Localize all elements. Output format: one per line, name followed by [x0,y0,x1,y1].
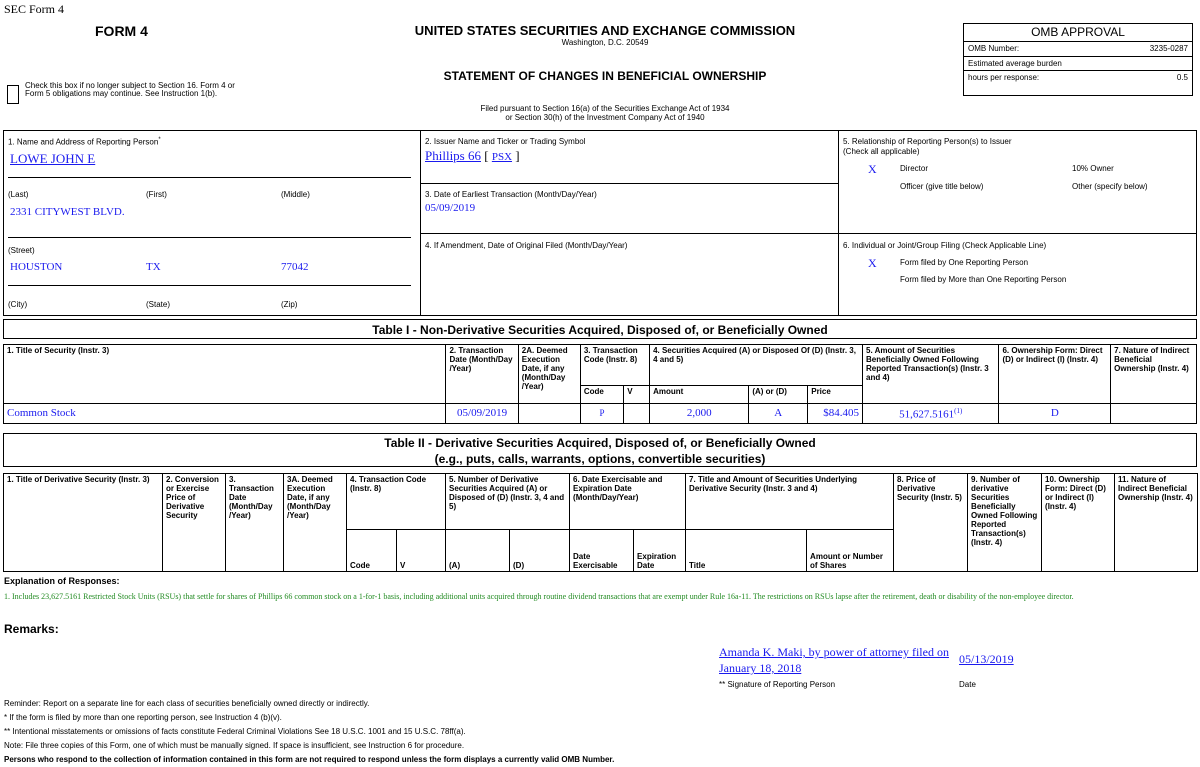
section16-checkbox-label: Check this box if no longer subject to Section 16. Form 4 or Form 5 obligations may continue. See Instruction 1(b). [25,81,235,98]
t1-sub-amount: Amount [650,386,749,404]
reporting-info-grid [3,130,1197,316]
t1-form: D [999,404,1111,424]
one-person-check[interactable]: X [868,256,877,270]
t2-col-number: 5. Number of Derivative Securities Acquired (A) or Disposed of (D) (Instr. 3, 4 and 5) [446,474,570,530]
city-value: HOUSTON [10,261,63,273]
signature-date: 05/13/2019 [959,652,1014,666]
t2-col-date: 3. Transaction Date (Month/Day /Year) [226,474,284,572]
t2-sub-date-exercisable: Date Exercisable [570,530,634,572]
state-value: TX [146,261,161,273]
t1-owned: 51,627.5161$^{(1)}$ [863,404,999,424]
footer-note-copies: Note: File three copies of this Form, one of which must be manually signed. If space is insufficient, see Instruction 6 for procedure. [4,741,465,750]
zip-value: 77042 [281,261,309,273]
table2-title-line-1: Table II - Derivative Securities Acquired, Disposed of, or Beneficially Owned [384,436,816,450]
signature-label: ** Signature of Reporting Person [719,680,836,689]
footer-persons: Persons who respond to the collection of information contained in this form are not required to respond unless the form displays a currently valid OMB Number. [4,755,615,764]
agency-name: UNITED STATES SECURITIES AND EXCHANGE COMMISSION [414,23,796,38]
t2-sub-title: Title [686,530,807,572]
one-person-label: Form filed by One Reporting Person [900,258,1029,267]
issuer-label: 2. Issuer Name and Ticker or Trading Symbol [425,137,586,146]
t2-sub-amount-shares: Amount or Number of Shares [807,530,894,572]
t2-col-code: 4. Transaction Code (Instr. 8) [347,474,446,530]
footer-note-star: * If the form is filed by more than one reporting person, see Instruction 4 (b)(v). [4,713,282,722]
footer-reminder: Reminder: Report on a separate line for each class of securities beneficially owned directly or indirectly. [4,699,370,708]
footer-notes [4,697,614,767]
t1-code: P [580,404,623,424]
t1-sub-price: Price [808,386,863,404]
omb-hours-label: hours per response: [968,73,1040,82]
t1-col-deemed: 2A. Deemed Execution Date, if any (Month/Day /Year) [518,345,580,404]
statement-title: STATEMENT OF CHANGES IN BENEFICIAL OWNERSHIP [443,69,767,83]
street-value: 2331 CITYWEST BLVD. [10,206,125,218]
director-check[interactable]: X [868,162,877,176]
issuer-ticker-link[interactable]: PSX [491,151,513,163]
signature-name[interactable]: Amanda K. Maki, by power of attorney filed on January 18, 2018 [719,645,949,675]
multi-person-label: Form filed by More than One Reporting Person [900,275,1067,284]
t2-sub-d: (D) [510,530,570,572]
table1 [3,344,1197,424]
last-name-label: (Last) [8,190,29,199]
footnote-1: 1. Includes 23,627.5161 Restricted Stock Units (RSUs) that settle for shares of Phillips 66 common stock on a 1-for-1 basis, including additional units acquired through routine dividend transactions that are exempt under Rule 16a-11. The restrictions on RSUs lapse after the retirement, death or disability of the non-employee director. [4,592,1074,601]
t1-a-or-d: A [749,404,808,424]
t1-sub-a-or-d: (A) or (D) [749,386,808,404]
amendment-label: 4. If Amendment, Date of Original Filed (Month/Day/Year) [425,241,628,250]
omb-number-value: 3235-0287 [1149,44,1188,53]
t1-sub-v: V [624,386,650,404]
agency-block [330,23,880,47]
t1-amount: 2,000 [650,404,749,424]
t2-sub-code: Code [347,530,397,572]
t2-col-conversion: 2. Conversion or Exercise Price of Derivative Security [163,474,226,572]
city-label: (City) [8,300,28,309]
t1-date: 05/09/2019 [446,404,518,424]
section16-checkbox[interactable] [7,85,19,104]
other-label: Other (specify below) [1072,182,1148,191]
omb-number-label: OMB Number: [968,44,1020,53]
remarks-heading: Remarks: [4,622,59,636]
footer-note-double-star: ** Intentional misstatements or omissions of facts constitute Federal Criminal Violations See 18 U.S.C. 1001 and 15 U.S.C. 78ff(a). [4,727,466,736]
earliest-date-value: 05/09/2019 [425,202,476,214]
officer-label: Officer (give title below) [900,182,984,191]
t2-col-deemed: 3A. Deemed Execution Date, if any (Month/Day /Year) [284,474,347,572]
t1-v [624,404,650,424]
t1-security: Common Stock [4,404,446,424]
agency-location: Washington, D.C. 20549 [561,38,649,47]
t2-col-price: 8. Price of Derivative Security (Instr. 5) [894,474,968,572]
omb-hours-row [964,71,1192,85]
t2-col-title: 1. Title of Derivative Security (Instr. 3) [4,474,163,572]
t2-sub-a: (A) [446,530,510,572]
relationship-label: 5. Relationship of Reporting Person(s) to Issuer (Check all applicable) [843,137,1012,156]
t2-sub-expiration: Expiration Date [634,530,686,572]
filed-pursuant-line-1: Filed pursuant to Section 16(a) of the Securities Exchange Act of 1934 [480,104,730,113]
street-label: (Street) [8,246,35,255]
t2-col-underlying: 7. Title and Amount of Securities Underlying Derivative Security (Instr. 3 and 4) [686,474,894,530]
explanation-heading: Explanation of Responses: [4,576,120,586]
t2-col-exercisable: 6. Date Exercisable and Expiration Date (Month/Day/Year) [570,474,686,530]
t1-col-form: 6. Ownership Form: Direct (D) or Indirect (I) (Instr. 4) [999,345,1111,404]
t1-deemed [518,404,580,424]
omb-approval-title: OMB APPROVAL [964,24,1192,42]
t2-col-owned: 9. Number of derivative Securities Beneficially Owned Following Reported Transaction(s) (Instr. 4) [968,474,1042,572]
table-row [4,404,1197,424]
omb-approval-box [963,23,1193,96]
issuer-name-line: Phillips 66 [ PSX ] [425,148,520,163]
director-label: Director [900,164,929,173]
earliest-date-label: 3. Date of Earliest Transaction (Month/Day/Year) [425,190,597,199]
table2-title [3,433,1197,467]
t2-col-nature: 11. Nature of Indirect Beneficial Ownership (Instr. 4) [1115,474,1198,572]
reporting-person-label: 1. Name and Address of Reporting Person* [8,137,161,147]
sec-form-label: SEC Form 4 [4,2,65,16]
first-name-label: (First) [146,190,167,199]
middle-name-label: (Middle) [281,190,310,199]
filed-pursuant-line-2: or Section 30(h) of the Investment Company Act of 1940 [505,113,705,122]
filed-pursuant [330,104,880,122]
ten-percent-owner-label: 10% Owner [1072,164,1114,173]
signature-date-label: Date [959,680,976,689]
zip-label: (Zip) [281,300,298,309]
t1-sub-code: Code [580,386,623,404]
table2-title-line-2: (e.g., puts, calls, warrants, options, convertible securities) [434,452,766,466]
t1-col-acquired: 4. Securities Acquired (A) or Disposed Of (D) (Instr. 3, 4 and 5) [650,345,863,386]
form-title: FORM 4 [95,23,148,39]
t1-col-title: 1. Title of Security (Instr. 3) [4,345,446,404]
issuer-name-link[interactable]: Phillips 66 [425,148,481,163]
t1-col-date: 2. Transaction Date (Month/Day /Year) [446,345,518,404]
omb-hours-value: 0.5 [1176,73,1188,82]
t1-col-nature: 7. Nature of Indirect Beneficial Ownership (Instr. 4) [1111,345,1197,404]
t2-sub-v: V [397,530,446,572]
state-label: (State) [146,300,171,309]
table1-title: Table I - Non-Derivative Securities Acquired, Disposed of, or Beneficially Owned [3,319,1197,339]
filing-label: 6. Individual or Joint/Group Filing (Check Applicable Line) [843,241,1047,250]
t1-col-code: 3. Transaction Code (Instr. 8) [580,345,649,386]
t1-col-owned: 5. Amount of Securities Beneficially Owned Following Reported Transaction(s) (Instr. 3 and 4) [863,345,999,404]
t2-col-form: 10. Ownership Form: Direct (D) or Indirect (I) (Instr. 4) [1042,474,1115,572]
t1-nature [1111,404,1197,424]
t1-price: $84.405 [808,404,863,424]
omb-burden-label: Estimated average burden [964,57,1192,71]
table2 [3,473,1198,572]
reporting-person-name[interactable]: LOWE JOHN E [10,151,96,166]
omb-number-row [964,42,1192,57]
t1-owned-footnote[interactable]: (1) [954,407,963,416]
